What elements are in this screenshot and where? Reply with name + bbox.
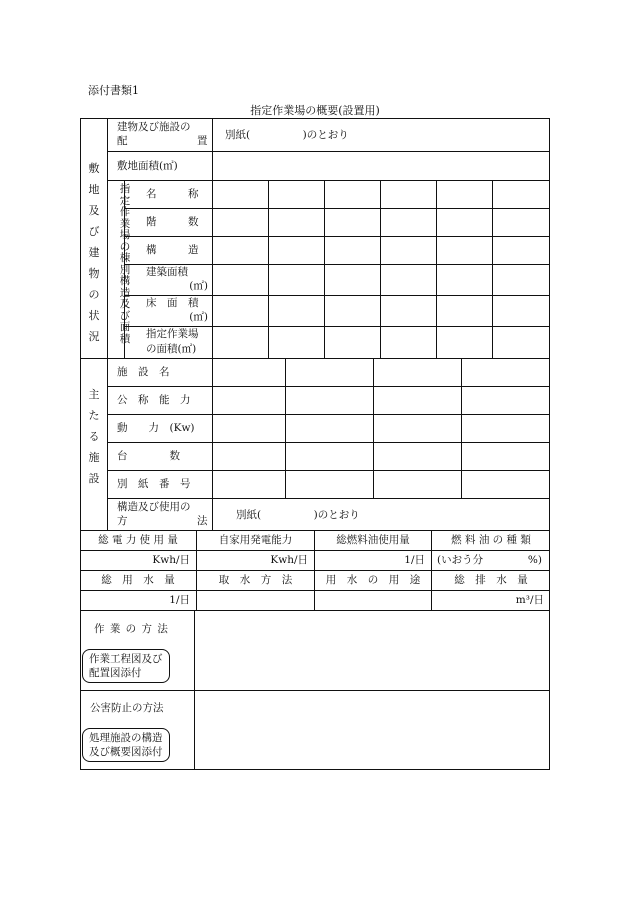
layout-label-line1: 建物及び施設の	[117, 121, 191, 133]
row-label-floor-area-unit: (㎡)	[189, 311, 208, 323]
pollution-method-note	[82, 728, 170, 762]
document-title: 指定作業場の概要(設置用)	[250, 104, 380, 117]
work-method-note-line2: 配置図添付	[89, 667, 142, 679]
total-power-unit: Kwh/日	[152, 554, 190, 566]
sulfur-content-label: (いおう分	[437, 554, 484, 566]
water-usage-label: 用 水 の 用 途	[325, 574, 421, 586]
work-method-note-line1: 作業工程図及び	[89, 653, 163, 665]
row-label-name: 名 称	[146, 188, 199, 200]
self-power-unit: Kwh/日	[270, 554, 308, 566]
row-label-usage-structure-2a: 方	[117, 515, 128, 527]
row-label-floors: 階 数	[146, 216, 199, 228]
total-drainage-unit: m³/日	[515, 594, 544, 606]
row-label-floor-area: 床 面 積	[146, 297, 199, 309]
work-method-label: 作 業 の 方 法	[94, 623, 169, 635]
pollution-method-note-line1: 処理施設の構造	[89, 732, 163, 744]
layout-value: 別紙( )のとおり	[225, 129, 349, 141]
row-label-capacity: 公 称 能 力	[117, 394, 191, 406]
self-power-label: 自家用発電能力	[218, 534, 293, 546]
row-label-facility-name: 施 設 名	[117, 366, 170, 378]
total-water-label: 総 用 水 量	[101, 574, 175, 586]
row-label-workplace-area-unit: の面積(㎡)	[146, 343, 197, 355]
site-section-label: 敷地及び建物の状況	[88, 162, 100, 343]
pollution-method-note-line2: 及び概要図添付	[89, 746, 163, 758]
water-intake-label: 取 水 方 法	[218, 574, 293, 586]
total-fuel-unit: 1/日	[404, 554, 425, 566]
usage-structure-value: 別紙( )のとおり	[236, 509, 360, 521]
row-label-sheet-number: 別 紙 番 号	[117, 478, 191, 490]
building-section-label: 指定作業場の棟別構造及び面積	[119, 183, 131, 345]
work-method-note	[82, 649, 170, 683]
total-power-label: 総 電 力 使 用 量	[98, 534, 178, 546]
row-label-workplace-area: 指定作業場	[146, 328, 199, 340]
total-water-unit: 1/日	[169, 594, 190, 606]
row-label-usage-structure: 構造及び使用の	[117, 501, 191, 513]
layout-label-line2b: 置	[197, 135, 208, 147]
total-drainage-label: 総 排 水 量	[454, 574, 528, 586]
fuel-type-label: 燃 料 油 の 種 類	[451, 534, 531, 546]
document-label: 添付書類1	[88, 84, 139, 97]
row-label-building-area: 建築面積	[146, 266, 188, 278]
sulfur-content-unit: %)	[527, 554, 542, 566]
site-area-label: 敷地面積(㎡)	[117, 160, 178, 172]
row-label-structure: 構 造	[146, 244, 199, 256]
form-table	[80, 118, 550, 770]
total-fuel-label: 総燃料油使用量	[336, 534, 410, 546]
pollution-method-label: 公害防止の方法	[90, 702, 164, 714]
row-label-count: 台 数	[117, 450, 180, 462]
row-label-usage-structure-2b: 法	[197, 515, 208, 527]
facilities-section-label: 主たる施設	[88, 388, 100, 485]
row-label-building-area-unit: (㎡)	[189, 280, 208, 292]
layout-label-line2a: 配	[117, 135, 128, 147]
row-label-power: 動 力 (Kw)	[117, 422, 195, 434]
